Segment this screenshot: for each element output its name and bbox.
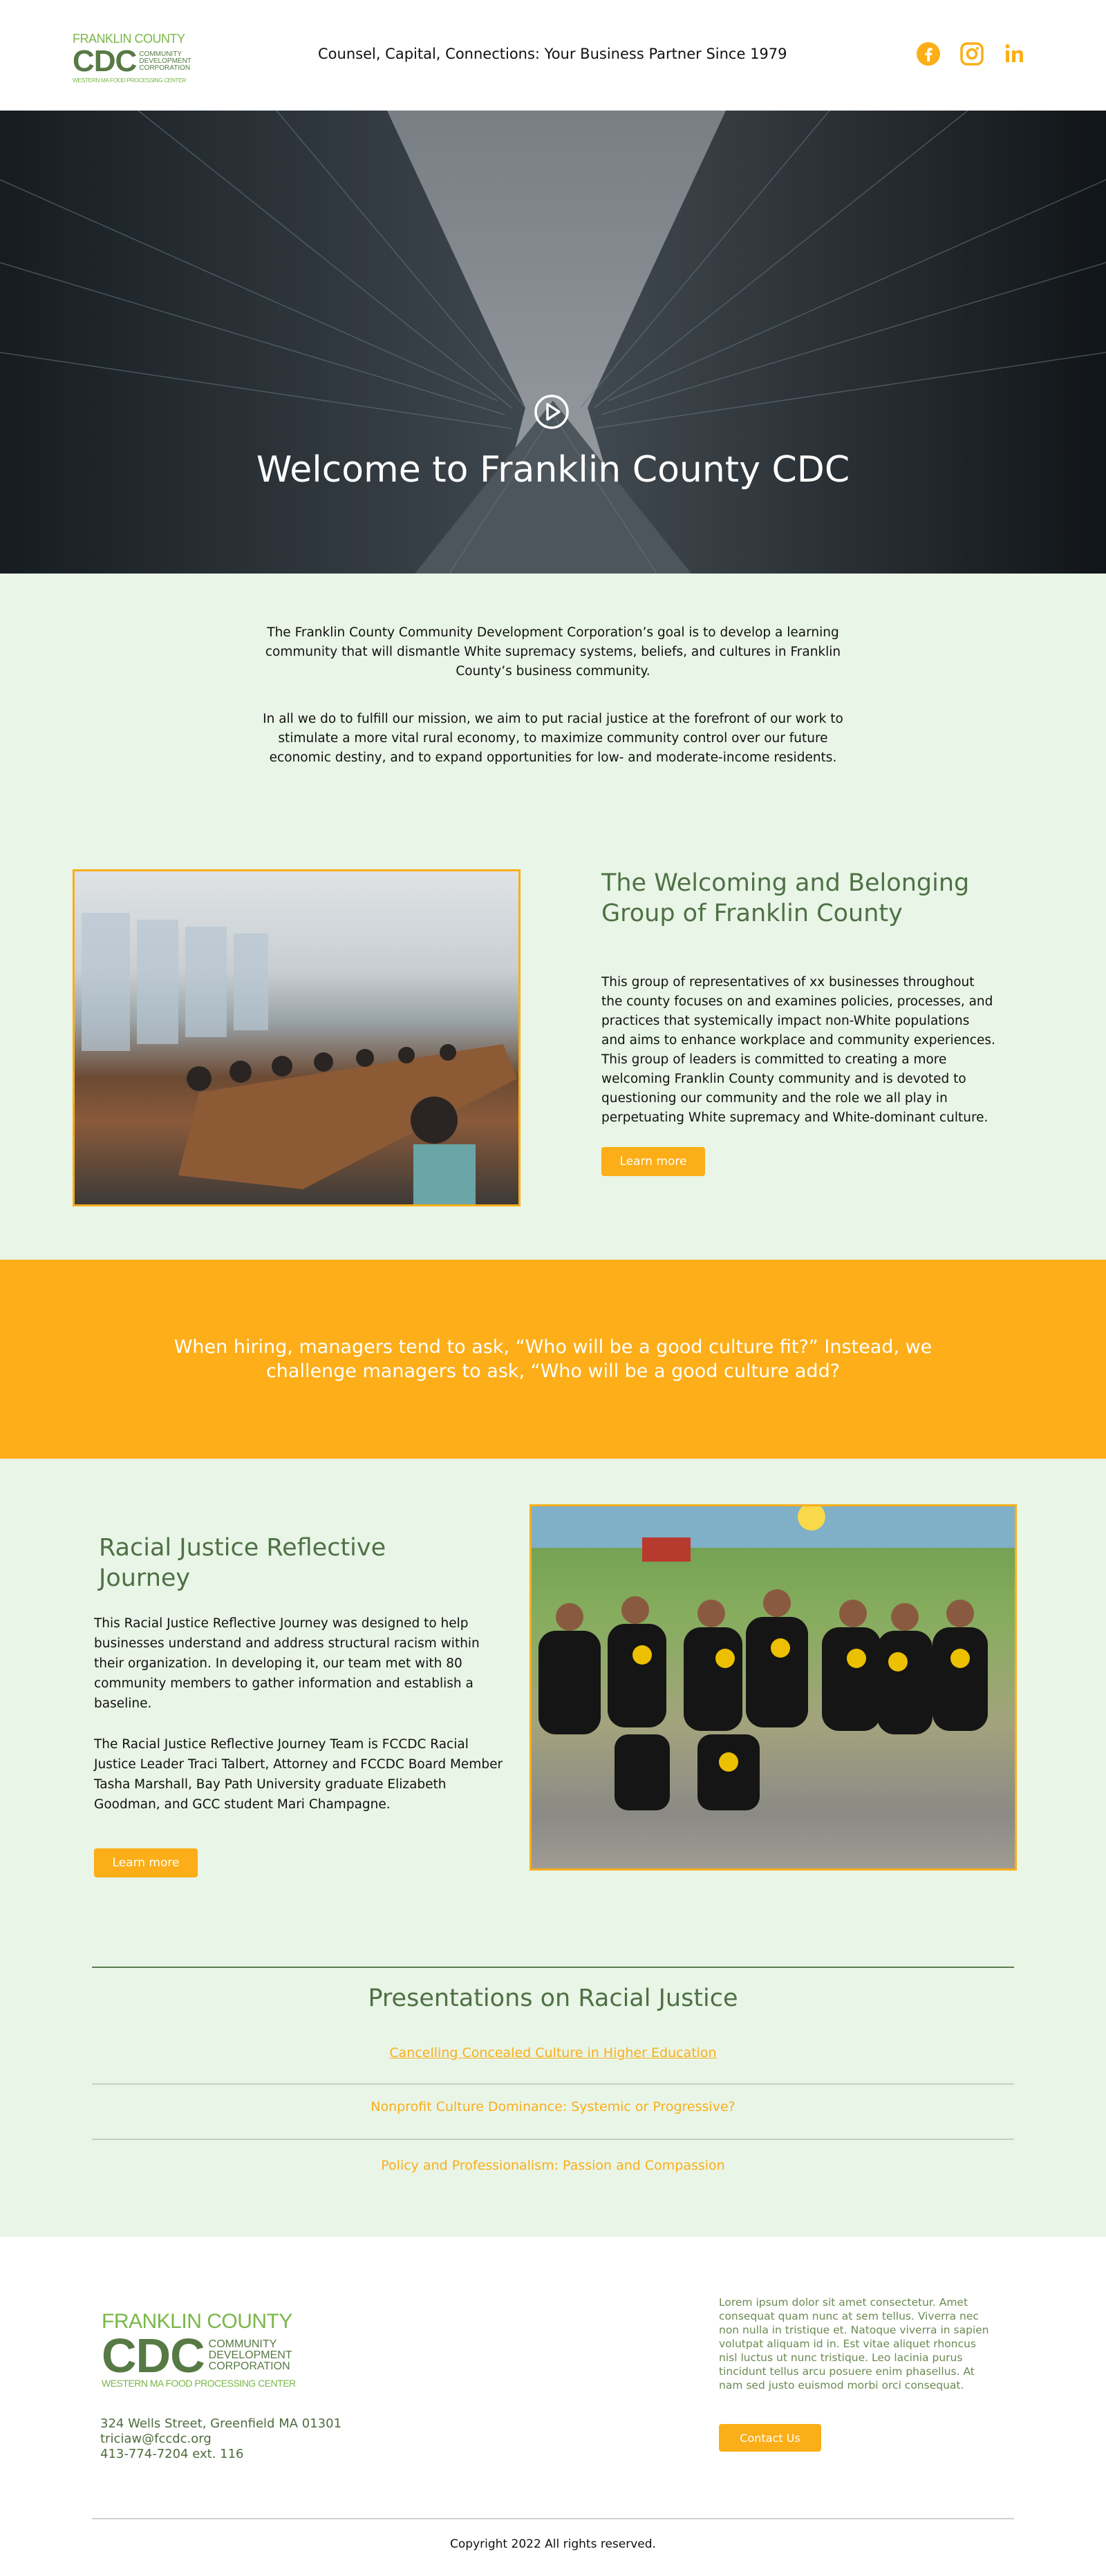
email-link[interactable]: triciaw@fccdc.org: [100, 2432, 212, 2446]
intro-goal: The Franklin County Community Development Corporation’s goal is to develop a learning community that will dismantle White supremacy systems, beliefs, and cultures in Franklin County’s business community.: [265, 625, 841, 679]
instagram-icon[interactable]: [958, 40, 986, 68]
logo-line4: WESTERN MA FOOD PROCESSING CENTER: [73, 77, 186, 84]
logo-line1: FRANKLIN COUNTY: [73, 32, 185, 46]
play-icon[interactable]: [534, 394, 570, 430]
journey-body-1: This Racial Justice Reflective Journey was designed to help businesses understand and address structural racism within their organization. In developing it, our team met with 80 community members to gather information and establish a baseline.: [94, 1616, 480, 1711]
copyright: Copyright 2022 All rights reserved.: [450, 2537, 656, 2551]
hero-skyscraper-image: [0, 111, 1106, 574]
journey-body-2: The Racial Justice Reflective Journey Team is FCCDC Racial Justice Leader Traci Talbert, Attorney and FCCDC Board Member Tasha Marshall, Bay Path University graduate Elizabeth Goodman, and GCC student Mari Champagne.: [94, 1737, 503, 1812]
welcoming-body: This group of representatives of xx businesses throughout the county focuses on and examines policies, processes, and practices that systemically impact non-White populations and aims to enhance workplace and community experiences. This group of leaders is committed to creating a more welcoming Franklin County community and is devoted to questioning our community and the role we all play in perpetuating White supremacy and White-dominant culture.: [601, 975, 995, 1125]
logo-cdc: CDC: [102, 2329, 205, 2383]
logo[interactable]: [73, 32, 204, 84]
footer-divider: [92, 2518, 1014, 2519]
address: 324 Wells Street, Greenfield MA 01301: [100, 2416, 342, 2431]
presentation-link-3[interactable]: Policy and Professionalism: Passion and Compassion: [381, 2158, 725, 2173]
logo-sub1: COMMUNITY: [139, 50, 182, 58]
linkedin-icon[interactable]: [1001, 40, 1029, 68]
journey-learn-more-button[interactable]: Learn more: [94, 1848, 198, 1877]
logo-sub3: CORPORATION: [208, 2360, 290, 2372]
logo-sub2: DEVELOPMENT: [139, 57, 191, 65]
journey-title: Racial Justice Reflective Journey: [99, 1534, 386, 1592]
presentations-title: Presentations on Racial Justice: [368, 1985, 738, 2012]
quote-banner: [0, 1260, 1106, 1459]
footer-logo: [102, 2310, 316, 2389]
intro-mission: In all we do to fulfill our mission, we aim to put racial justice at the forefront of our work to stimulate a more vital rural economy, to maximize community control over our future economic destiny, and to expand opportunities for low- and moderate-income residents.: [263, 712, 843, 765]
phone: 413-774-7204 ext. 116: [100, 2447, 244, 2461]
list-divider: [92, 2139, 1014, 2140]
welcoming-title: The Welcoming and Belonging Group of Franklin County: [601, 869, 970, 927]
section-divider: [92, 1967, 1014, 1968]
footer-description: Lorem ipsum dolor sit amet consectetur. Amet consequat quam nunc at sem tellus. Viverra nec non nulla in tristique et. Natoque viverra in sapien volutpat aliquam id in. Est vitae aliquet rhoncus nisl luctus ut nunc tristique. Leo lacinia purus tincidunt tellus arcu posuere enim phasellus. At nam sed justo euismod morbi orci consequat.: [719, 2296, 989, 2392]
logo-sub3: CORPORATION: [139, 64, 191, 72]
contact-info: [100, 2416, 341, 2462]
culture-add-quote: When hiring, managers tend to ask, “Who will be a good culture fit?” Instead, we challenge managers to ask, “Who will be a good culture add?: [174, 1336, 932, 1382]
meeting-room-photo: [73, 869, 521, 1206]
contact-us-button[interactable]: Contact Us: [719, 2424, 821, 2452]
logo-sub2: DEVELOPMENT: [208, 2349, 292, 2361]
logo-line1: FRANKLIN COUNTY: [102, 2310, 292, 2333]
logo-line4: WESTERN MA FOOD PROCESSING CENTER: [102, 2378, 296, 2389]
logo-sub1: COMMUNITY: [208, 2338, 277, 2350]
tagline: Counsel, Capital, Connections: Your Business Partner Since 1979: [318, 46, 787, 62]
hero-banner: [0, 111, 1106, 574]
team-mural-photo: [529, 1504, 1017, 1871]
logo-cdc: CDC: [73, 44, 137, 78]
facebook-icon[interactable]: [915, 40, 942, 68]
hero-title: Welcome to Franklin County CDC: [256, 449, 850, 491]
presentation-link-2[interactable]: Nonprofit Culture Dominance: Systemic or Progressive?: [371, 2099, 735, 2114]
list-divider: [92, 2083, 1014, 2085]
welcoming-learn-more-button[interactable]: Learn more: [601, 1147, 705, 1176]
site-header: [0, 0, 1106, 111]
presentation-link-1[interactable]: Cancelling Concealed Culture in Higher Education: [389, 2045, 717, 2061]
